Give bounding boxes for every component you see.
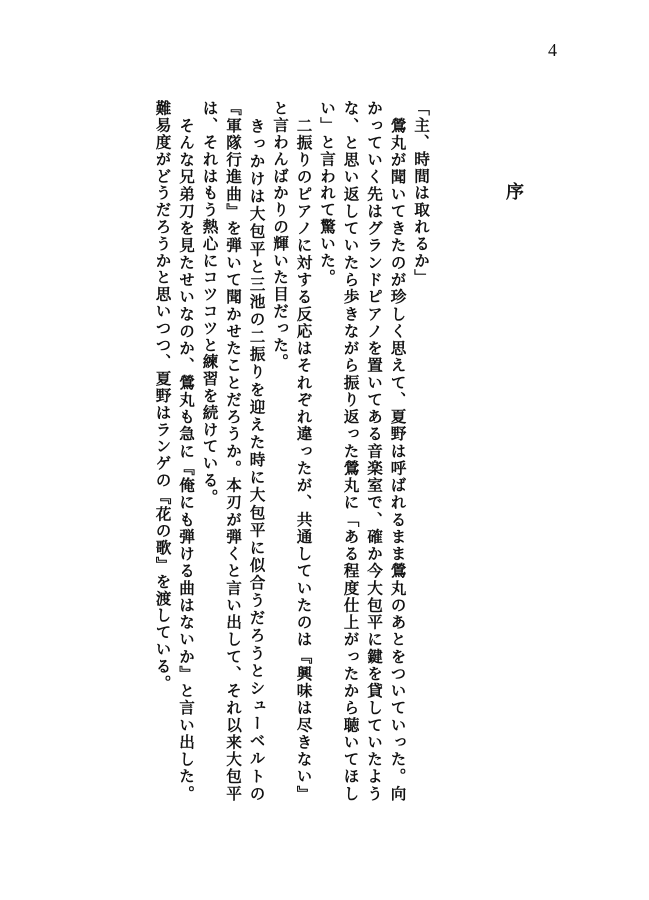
body-text — [151, 100, 433, 802]
paragraph: 鶯丸が聞いてきたのが珍しく思えて、夏野は呼ばれるまま鶯丸のあとをついていった。向かっていく先はグランドピアノを置いてある音楽室で、確か今大包平に鍵を貸していたような、と思い返していたら歩きながら振り返った鶯丸に「ある程度仕上がったから聴いてほしい」と言われて驚いた。 — [318, 100, 408, 802]
page-number: 4 — [548, 40, 557, 60]
chapter-title: 序 — [503, 182, 524, 202]
paragraph: 「主、時間は取れるか」 — [412, 100, 431, 286]
paragraph: 二振りのピアノに対する反応はそれぞれ違ったが、共通していたのは『興味は尽きない』と言わんばかりの輝いた目だった。 — [271, 100, 314, 802]
paragraph: きっかけは大包平と三池の二振りを迎えた時に大包平に似合うだろうとシューベルトの『軍隊行進曲』を弾いて聞かせたことだろうか。本刃が弾くと言い出して、それ以来大包平は、それはもう熱心にコツコツと練習を続けている。 — [200, 100, 267, 802]
paragraph: そんな兄弟刀を見たせいなのか、鶯丸も急に『俺にも弾ける曲はないか』と言い出した。難易度がどうだろうかと思いつつ、夏野はランゲの『花の歌』を渡している。 — [153, 100, 196, 802]
